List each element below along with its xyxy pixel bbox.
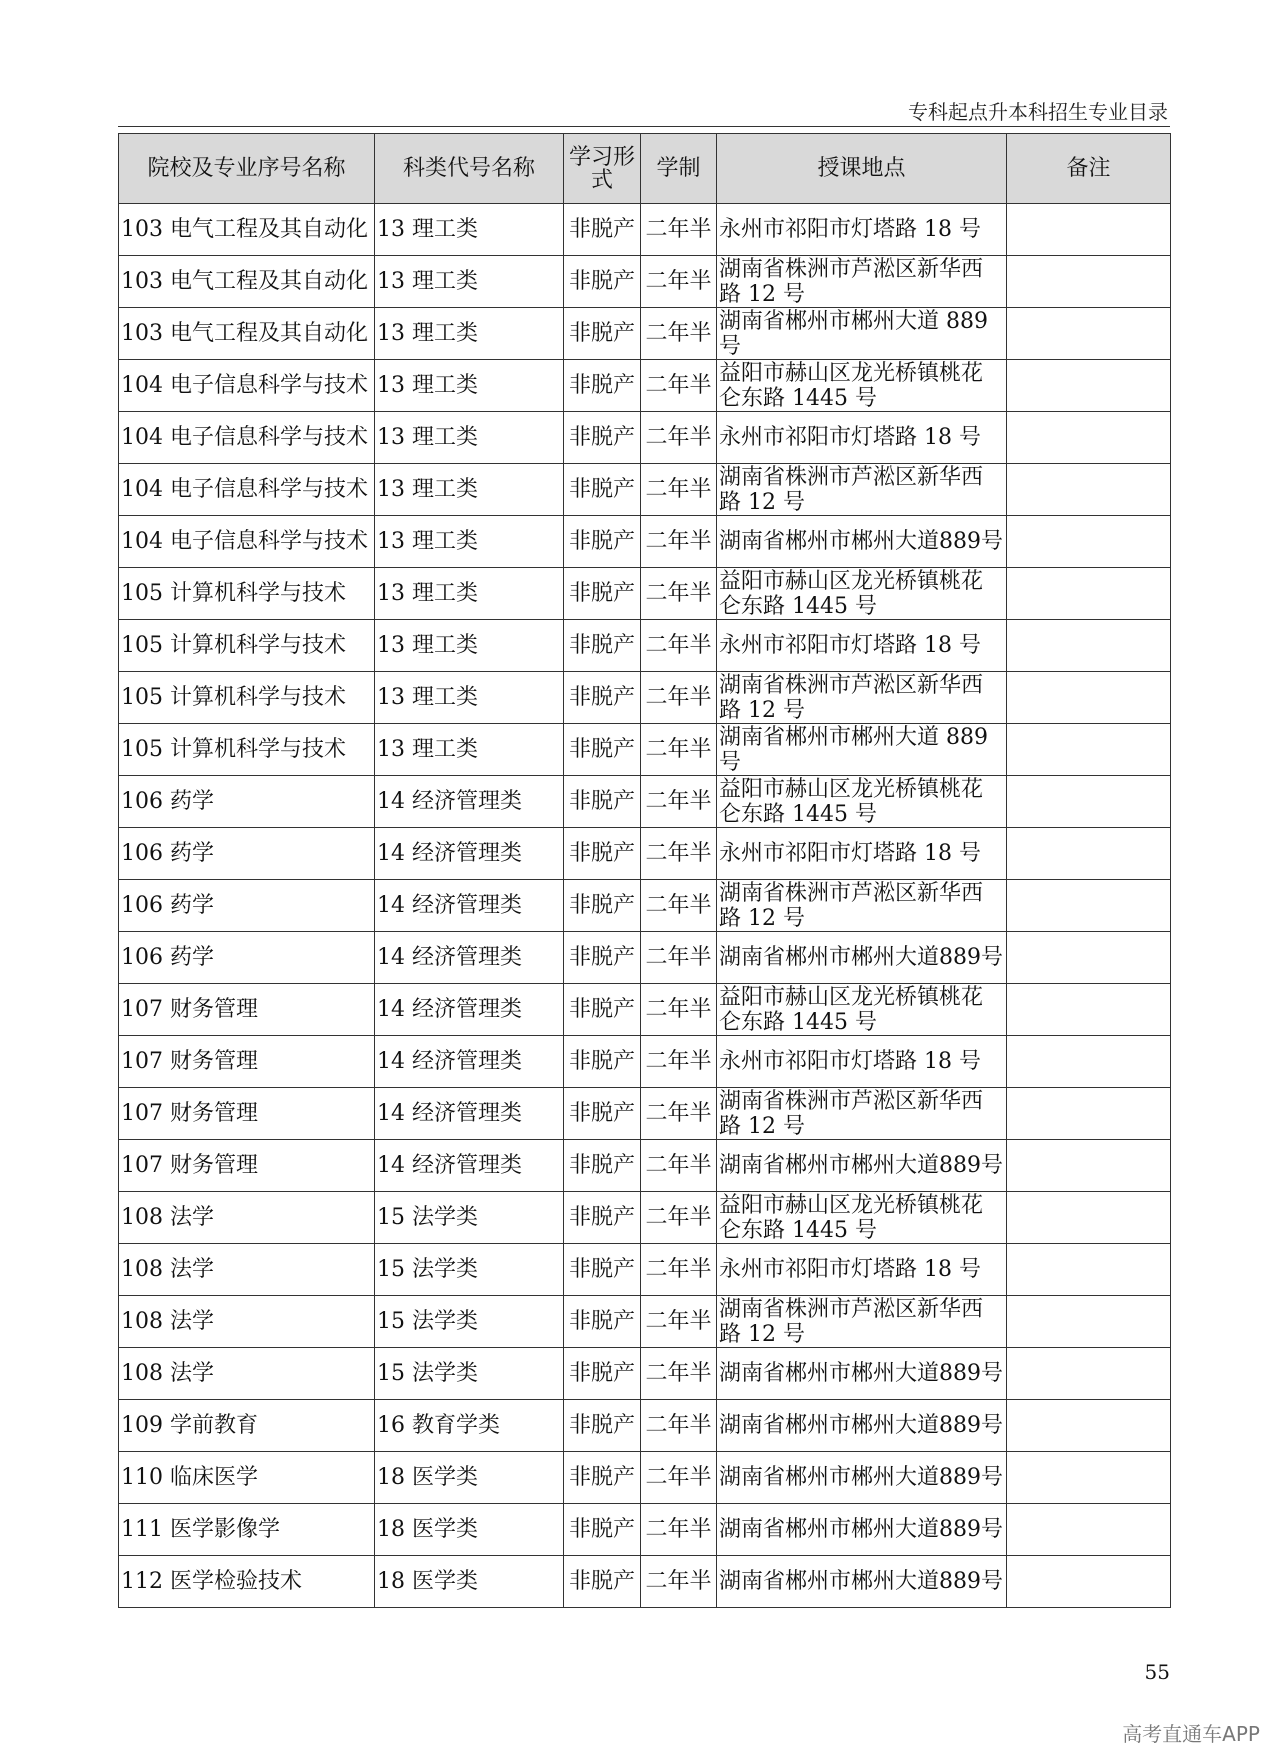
cell-location: 湖南省郴州市郴州大道 889 号	[717, 724, 1007, 776]
cell-major: 109 学前教育	[119, 1400, 375, 1452]
cell-category: 15 法学类	[375, 1296, 564, 1348]
cell-study-form: 非脱产	[564, 932, 641, 984]
cell-duration: 二年半	[641, 620, 717, 672]
cell-location: 湖南省郴州市郴州大道889号	[717, 1400, 1007, 1452]
cell-location: 永州市祁阳市灯塔路 18 号	[717, 828, 1007, 880]
cell-major: 108 法学	[119, 1348, 375, 1400]
cell-duration: 二年半	[641, 828, 717, 880]
table-row	[119, 1296, 1171, 1348]
cell-location: 湖南省株洲市芦淞区新华西路 12 号	[717, 256, 1007, 308]
cell-major: 108 法学	[119, 1296, 375, 1348]
cell-study-form: 非脱产	[564, 1140, 641, 1192]
cell-location: 湖南省郴州市郴州大道889号	[717, 1452, 1007, 1504]
cell-location: 湖南省株洲市芦淞区新华西路 12 号	[717, 1088, 1007, 1140]
cell-major: 106 药学	[119, 828, 375, 880]
cell-major: 105 计算机科学与技术	[119, 724, 375, 776]
cell-location: 湖南省郴州市郴州大道889号	[717, 516, 1007, 568]
cell-category: 18 医学类	[375, 1504, 564, 1556]
cell-category: 15 法学类	[375, 1244, 564, 1296]
cell-duration: 二年半	[641, 1400, 717, 1452]
cell-note	[1007, 464, 1171, 516]
cell-note	[1007, 1348, 1171, 1400]
cell-major: 111 医学影像学	[119, 1504, 375, 1556]
table-row	[119, 724, 1171, 776]
cell-major: 108 法学	[119, 1192, 375, 1244]
cell-duration: 二年半	[641, 1348, 717, 1400]
cell-duration: 二年半	[641, 308, 717, 360]
watermark: 高考直通车APP	[1122, 1722, 1260, 1746]
col-header-duration: 学制	[641, 134, 717, 204]
cell-duration: 二年半	[641, 360, 717, 412]
cell-location: 益阳市赫山区龙光桥镇桃花仑东路 1445 号	[717, 984, 1007, 1036]
cell-category: 18 医学类	[375, 1556, 564, 1608]
cell-note	[1007, 1244, 1171, 1296]
cell-study-form: 非脱产	[564, 984, 641, 1036]
table-header-row	[119, 134, 1171, 204]
cell-study-form: 非脱产	[564, 724, 641, 776]
cell-location: 永州市祁阳市灯塔路 18 号	[717, 412, 1007, 464]
cell-location: 益阳市赫山区龙光桥镇桃花仑东路 1445 号	[717, 1192, 1007, 1244]
table-body	[119, 204, 1171, 1608]
table-row	[119, 256, 1171, 308]
cell-study-form: 非脱产	[564, 1036, 641, 1088]
cell-major: 103 电气工程及其自动化	[119, 308, 375, 360]
table-row	[119, 1088, 1171, 1140]
cell-duration: 二年半	[641, 724, 717, 776]
cell-note	[1007, 1452, 1171, 1504]
cell-duration: 二年半	[641, 1036, 717, 1088]
cell-duration: 二年半	[641, 1192, 717, 1244]
cell-location: 永州市祁阳市灯塔路 18 号	[717, 1036, 1007, 1088]
cell-study-form: 非脱产	[564, 1088, 641, 1140]
cell-study-form: 非脱产	[564, 204, 641, 256]
table-row	[119, 932, 1171, 984]
table-row	[119, 1192, 1171, 1244]
cell-duration: 二年半	[641, 1296, 717, 1348]
cell-major: 104 电子信息科学与技术	[119, 412, 375, 464]
table-row	[119, 1556, 1171, 1608]
cell-category: 13 理工类	[375, 464, 564, 516]
cell-study-form: 非脱产	[564, 1192, 641, 1244]
enrollment-catalog-table	[118, 133, 1171, 1608]
table-row	[119, 1036, 1171, 1088]
cell-category: 14 经济管理类	[375, 776, 564, 828]
cell-category: 13 理工类	[375, 256, 564, 308]
cell-note	[1007, 360, 1171, 412]
cell-location: 益阳市赫山区龙光桥镇桃花仑东路 1445 号	[717, 776, 1007, 828]
cell-note	[1007, 932, 1171, 984]
cell-note	[1007, 776, 1171, 828]
table-row	[119, 828, 1171, 880]
cell-note	[1007, 568, 1171, 620]
cell-location: 永州市祁阳市灯塔路 18 号	[717, 204, 1007, 256]
cell-location: 湖南省郴州市郴州大道889号	[717, 1348, 1007, 1400]
table-row	[119, 776, 1171, 828]
col-header-category: 科类代号名称	[375, 134, 564, 204]
cell-location: 永州市祁阳市灯塔路 18 号	[717, 1244, 1007, 1296]
table-row	[119, 1504, 1171, 1556]
cell-duration: 二年半	[641, 1504, 717, 1556]
cell-location: 湖南省郴州市郴州大道889号	[717, 932, 1007, 984]
cell-category: 13 理工类	[375, 204, 564, 256]
cell-major: 106 药学	[119, 776, 375, 828]
table-row	[119, 360, 1171, 412]
cell-study-form: 非脱产	[564, 568, 641, 620]
cell-study-form: 非脱产	[564, 1348, 641, 1400]
cell-duration: 二年半	[641, 1140, 717, 1192]
cell-category: 14 经济管理类	[375, 1140, 564, 1192]
cell-category: 14 经济管理类	[375, 984, 564, 1036]
cell-category: 13 理工类	[375, 412, 564, 464]
cell-major: 103 电气工程及其自动化	[119, 256, 375, 308]
cell-duration: 二年半	[641, 932, 717, 984]
table-row	[119, 672, 1171, 724]
cell-note	[1007, 1400, 1171, 1452]
cell-category: 16 教育学类	[375, 1400, 564, 1452]
cell-category: 14 经济管理类	[375, 932, 564, 984]
col-header-notes: 备注	[1007, 134, 1171, 204]
table-row	[119, 1244, 1171, 1296]
cell-duration: 二年半	[641, 1452, 717, 1504]
cell-category: 13 理工类	[375, 568, 564, 620]
cell-duration: 二年半	[641, 516, 717, 568]
cell-category: 13 理工类	[375, 308, 564, 360]
cell-duration: 二年半	[641, 776, 717, 828]
cell-note	[1007, 724, 1171, 776]
cell-study-form: 非脱产	[564, 412, 641, 464]
cell-duration: 二年半	[641, 1244, 717, 1296]
cell-study-form: 非脱产	[564, 1556, 641, 1608]
cell-major: 105 计算机科学与技术	[119, 620, 375, 672]
cell-major: 105 计算机科学与技术	[119, 568, 375, 620]
cell-note	[1007, 1192, 1171, 1244]
table-row	[119, 984, 1171, 1036]
cell-category: 13 理工类	[375, 724, 564, 776]
cell-category: 14 经济管理类	[375, 1088, 564, 1140]
cell-note	[1007, 984, 1171, 1036]
cell-location: 湖南省郴州市郴州大道889号	[717, 1140, 1007, 1192]
cell-note	[1007, 828, 1171, 880]
cell-duration: 二年半	[641, 412, 717, 464]
cell-study-form: 非脱产	[564, 828, 641, 880]
cell-note	[1007, 1296, 1171, 1348]
cell-category: 15 法学类	[375, 1348, 564, 1400]
cell-study-form: 非脱产	[564, 620, 641, 672]
cell-category: 14 经济管理类	[375, 828, 564, 880]
cell-duration: 二年半	[641, 984, 717, 1036]
cell-location: 湖南省株洲市芦淞区新华西路 12 号	[717, 672, 1007, 724]
cell-duration: 二年半	[641, 568, 717, 620]
cell-study-form: 非脱产	[564, 776, 641, 828]
cell-study-form: 非脱产	[564, 308, 641, 360]
table-row	[119, 568, 1171, 620]
cell-note	[1007, 412, 1171, 464]
cell-location: 湖南省株洲市芦淞区新华西路 12 号	[717, 464, 1007, 516]
cell-major: 107 财务管理	[119, 984, 375, 1036]
cell-study-form: 非脱产	[564, 464, 641, 516]
table-row	[119, 880, 1171, 932]
cell-study-form: 非脱产	[564, 672, 641, 724]
cell-note	[1007, 204, 1171, 256]
cell-study-form: 非脱产	[564, 1244, 641, 1296]
running-header-title: 专科起点升本科招生专业目录	[908, 100, 1168, 124]
table-row	[119, 1452, 1171, 1504]
cell-location: 湖南省郴州市郴州大道 889 号	[717, 308, 1007, 360]
header-rule	[118, 126, 1170, 127]
col-header-major: 院校及专业序号名称	[119, 134, 375, 204]
cell-study-form: 非脱产	[564, 1400, 641, 1452]
cell-study-form: 非脱产	[564, 516, 641, 568]
cell-note	[1007, 256, 1171, 308]
cell-category: 15 法学类	[375, 1192, 564, 1244]
cell-category: 13 理工类	[375, 620, 564, 672]
cell-study-form: 非脱产	[564, 880, 641, 932]
cell-major: 105 计算机科学与技术	[119, 672, 375, 724]
table-row	[119, 204, 1171, 256]
cell-note	[1007, 308, 1171, 360]
cell-major: 106 药学	[119, 880, 375, 932]
cell-major: 104 电子信息科学与技术	[119, 360, 375, 412]
table-row	[119, 516, 1171, 568]
cell-study-form: 非脱产	[564, 360, 641, 412]
cell-note	[1007, 1556, 1171, 1608]
cell-category: 13 理工类	[375, 516, 564, 568]
cell-category: 18 医学类	[375, 1452, 564, 1504]
cell-location: 湖南省株洲市芦淞区新华西路 12 号	[717, 1296, 1007, 1348]
cell-major: 104 电子信息科学与技术	[119, 464, 375, 516]
table-row	[119, 1140, 1171, 1192]
cell-duration: 二年半	[641, 204, 717, 256]
cell-category: 13 理工类	[375, 672, 564, 724]
cell-category: 14 经济管理类	[375, 1036, 564, 1088]
cell-duration: 二年半	[641, 1088, 717, 1140]
table-row	[119, 308, 1171, 360]
cell-location: 湖南省郴州市郴州大道889号	[717, 1556, 1007, 1608]
cell-duration: 二年半	[641, 672, 717, 724]
cell-category: 13 理工类	[375, 360, 564, 412]
cell-study-form: 非脱产	[564, 1296, 641, 1348]
cell-note	[1007, 516, 1171, 568]
cell-duration: 二年半	[641, 256, 717, 308]
cell-location: 湖南省株洲市芦淞区新华西路 12 号	[717, 880, 1007, 932]
table-row	[119, 1400, 1171, 1452]
cell-major: 107 财务管理	[119, 1088, 375, 1140]
cell-duration: 二年半	[641, 464, 717, 516]
cell-location: 永州市祁阳市灯塔路 18 号	[717, 620, 1007, 672]
cell-study-form: 非脱产	[564, 1452, 641, 1504]
cell-major: 112 医学检验技术	[119, 1556, 375, 1608]
table-row	[119, 620, 1171, 672]
col-header-study-form: 学习形式	[564, 134, 641, 204]
cell-note	[1007, 672, 1171, 724]
page-number: 55	[1144, 1660, 1170, 1684]
cell-location: 湖南省郴州市郴州大道889号	[717, 1504, 1007, 1556]
cell-location: 益阳市赫山区龙光桥镇桃花仑东路 1445 号	[717, 568, 1007, 620]
cell-duration: 二年半	[641, 880, 717, 932]
cell-category: 14 经济管理类	[375, 880, 564, 932]
cell-location: 益阳市赫山区龙光桥镇桃花仑东路 1445 号	[717, 360, 1007, 412]
col-header-location: 授课地点	[717, 134, 1007, 204]
cell-major: 104 电子信息科学与技术	[119, 516, 375, 568]
table-row	[119, 1348, 1171, 1400]
cell-major: 108 法学	[119, 1244, 375, 1296]
cell-major: 107 财务管理	[119, 1036, 375, 1088]
cell-note	[1007, 1036, 1171, 1088]
cell-note	[1007, 1140, 1171, 1192]
cell-note	[1007, 620, 1171, 672]
cell-major: 106 药学	[119, 932, 375, 984]
cell-study-form: 非脱产	[564, 256, 641, 308]
cell-major: 107 财务管理	[119, 1140, 375, 1192]
table-row	[119, 412, 1171, 464]
cell-study-form: 非脱产	[564, 1504, 641, 1556]
cell-note	[1007, 1504, 1171, 1556]
cell-note	[1007, 880, 1171, 932]
table-row	[119, 464, 1171, 516]
cell-major: 110 临床医学	[119, 1452, 375, 1504]
cell-duration: 二年半	[641, 1556, 717, 1608]
cell-major: 103 电气工程及其自动化	[119, 204, 375, 256]
cell-note	[1007, 1088, 1171, 1140]
